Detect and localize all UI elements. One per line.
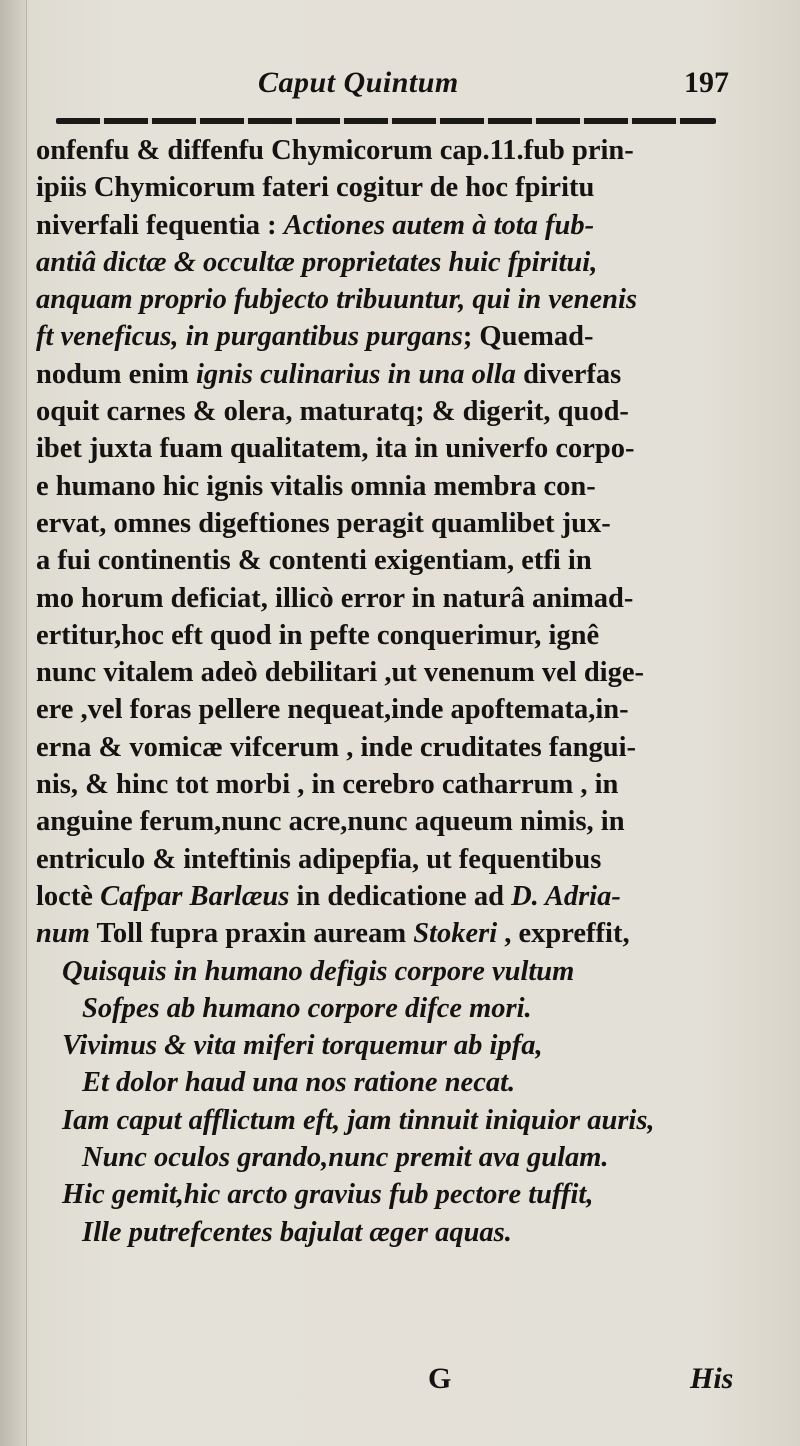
footer-line [0,1362,800,1402]
text-segment: nunc vitalem adeò debilitari ,ut venenum vel dige- [36,657,644,689]
text-segment: ; Quemad- [462,321,594,353]
verse-line: Et dolor haud una nos ratione necat. [82,1067,516,1099]
text-line [36,132,766,169]
text-line [36,505,766,542]
italic-segment: ignis culinarius in una olla [195,358,516,390]
text-line [36,244,766,281]
running-head: Caput Quintum [258,66,459,99]
verse-line: Iam caput afflictum eft, jam tinnuit iniquior auris, [62,1104,655,1136]
text-line [36,915,766,952]
text-segment: ibet juxta fuam qualitatem, ita in univerfo corpo- [36,433,635,465]
text-segment: anguine ferum,nunc acre,nunc aqueum nimis, in [36,806,625,838]
signature-mark: G [428,1362,452,1395]
text-segment: erna & vomicæ vifcerum , inde cruditates fangui- [36,731,636,763]
text-segment: diverfas [515,358,622,390]
text-line [36,617,766,654]
text-segment: , expreffit, [497,918,630,950]
text-line [36,542,766,579]
text-segment: niverfali fequentia : [36,209,284,241]
text-line [36,729,766,766]
text-line [36,580,766,617]
text-segment: entriculo & inteftinis adipepfia, ut fequentibus [36,843,602,875]
text-line [36,878,766,915]
body-text [36,132,766,1251]
text-segment: a fui continentis & contenti exigentiam, etfi in [36,545,592,577]
verse-line: Sofpes ab humano corpore difce mori. [82,992,532,1024]
text-line [36,430,766,467]
catchword: His [690,1362,734,1395]
text-segment: oquit carnes & olera, maturatq; & digerit, quod- [36,396,629,428]
verse-line: Ille putrefcentes bajulat æger aquas. [82,1216,512,1248]
text-segment: in dedicatione ad [289,880,512,912]
text-segment: nodum enim [36,358,196,390]
page-number: 197 [684,66,729,99]
text-segment: mo horum deficiat, illicò error in naturâ animad- [36,582,634,614]
text-line [36,766,766,803]
text-line [36,841,766,878]
italic-segment: num [36,918,90,950]
text-line [36,318,766,355]
verse-block [36,953,766,1251]
text-segment: loctè [36,880,101,912]
text-segment: e humano hic ignis vitalis omnia membra con- [36,470,596,502]
text-segment: ertitur,hoc eft quod in pefte conquerimur, ignê [36,619,600,651]
text-line [36,281,766,318]
prose-block [36,132,766,953]
text-segment: nis, & hinc tot morbi , in cerebro catharrum , in [36,769,619,801]
text-line [36,803,766,840]
text-line [36,356,766,393]
italic-segment: D. Adria- [511,880,621,912]
italic-segment: Actiones autem à tota fub- [283,209,595,241]
page-gutter [0,0,27,1446]
page-header [0,66,800,106]
text-line [36,207,766,244]
text-line [36,169,766,206]
verse-line: Quisquis in humano defigis corpore vultum [62,955,575,987]
verse-line: Nunc oculos grando,nunc premit ava gulam. [82,1142,609,1174]
text-segment: ipiis Chymicorum fateri cogitur de hoc fpiritu [36,172,595,204]
text-line [36,393,766,430]
text-segment: ere ,vel foras pellere nequeat,inde apoftemata,in- [36,694,629,726]
text-segment: Toll fupra praxin auream [89,918,414,950]
verse-line: Hic gemit,hic arcto gravius fub pectore tuffit, [62,1179,594,1211]
verse-line: Vivimus & vita miferi torquemur ab ipfa, [62,1030,543,1062]
italic-segment: antiâ dictæ & occultæ proprietates huic fpiritui, [36,246,598,278]
italic-segment: Cafpar Barlæus [100,880,290,912]
header-rule [56,118,716,124]
text-line [36,468,766,505]
italic-segment: ft veneficus, in purgantibus purgans [36,321,463,353]
text-line [36,654,766,691]
text-line [36,691,766,728]
italic-segment: anquam proprio fubjecto tribuuntur, qui in venenis [36,284,638,316]
italic-segment: Stokeri [413,918,498,950]
text-segment: ervat, omnes digeftiones peragit quamlibet jux- [36,507,611,539]
text-segment: onfenfu & diffenfu Chymicorum cap.11.fub prin- [36,135,634,166]
